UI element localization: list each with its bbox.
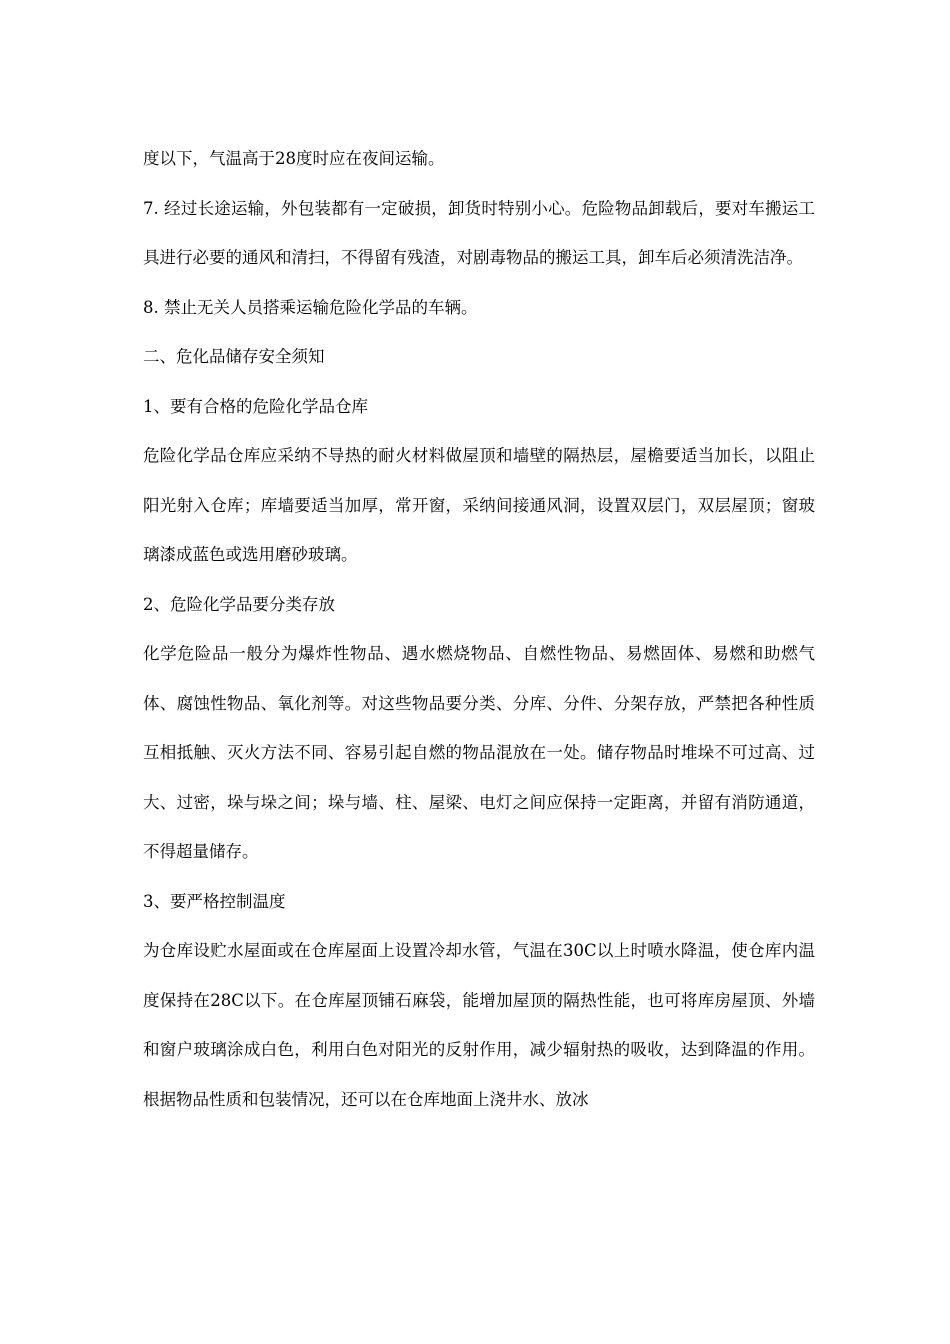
paragraph-warehouse-construction: 危险化学品仓库应采纳不导热的耐火材料做屋顶和墙壁的隔热层，屋檐要适当加长，以阻止阳光射入仓库；库墙要适当加厚，常开窗，采纳间接通风洞，设置双层门，双层屋顶；窗玻璃漆成蓝色或选用磨砂玻璃。 [143,446,815,564]
subheading-qualified-warehouse: 1、要有合格的危险化学品仓库 [143,396,368,416]
paragraph-item-8-no-passengers: 8. 禁止无关人员搭乘运输危险化学品的车辆。 [143,297,478,317]
document-body [143,134,815,1124]
paragraph-transport-temperature: 度以下，气温高于28度时应在夜间运输。 [143,149,445,168]
paragraph-item-7-unloading: 7. 经过长途运输，外包装都有一定破损，卸货时特别小心。危险物品卸载后，要对车搬运工具进行必要的通风和清扫，不得留有残渣，对剧毒物品的搬运工具，卸车后必须清洗洁净。 [143,198,815,267]
paragraph-classification: 化学危险品一般分为爆炸性物品、遇水燃烧物品、自燃性物品、易燃固体、易燃和助燃气体、腐蚀性物品、氧化剂等。对这些物品要分类、分库、分件、分架存放，严禁把各种性质互相抵触、灭火方法不同、容易引起自燃的物品混放在一处。储存物品时堆垛不可过高、过大、过密，垛与垛之间；垛与墙、柱、屋梁、电灯之间应保持一定距离，并留有消防通道，不得超量储存。 [143,644,815,861]
subheading-temperature-control: 3、要严格控制温度 [143,891,286,911]
subheading-classified-storage: 2、危险化学品要分类存放 [143,594,335,614]
section-heading-storage-safety: 二、危化品储存安全须知 [143,347,325,366]
paragraph-cooling-measures: 为仓库设贮水屋面或在仓库屋面上设置冷却水管，气温在30C以上时喷水降温，使仓库内温度保持在28C以下。在仓库屋顶铺石麻袋，能增加屋顶的隔热性能，也可将库房屋顶、外墙和窗户玻璃涂成白色，利用白色对阳光的反射作用，减少辐射热的吸收，达到降温的作用。根据物品性质和包装情况，还可以在仓库地面上浇井水、放冰 [143,941,815,1109]
